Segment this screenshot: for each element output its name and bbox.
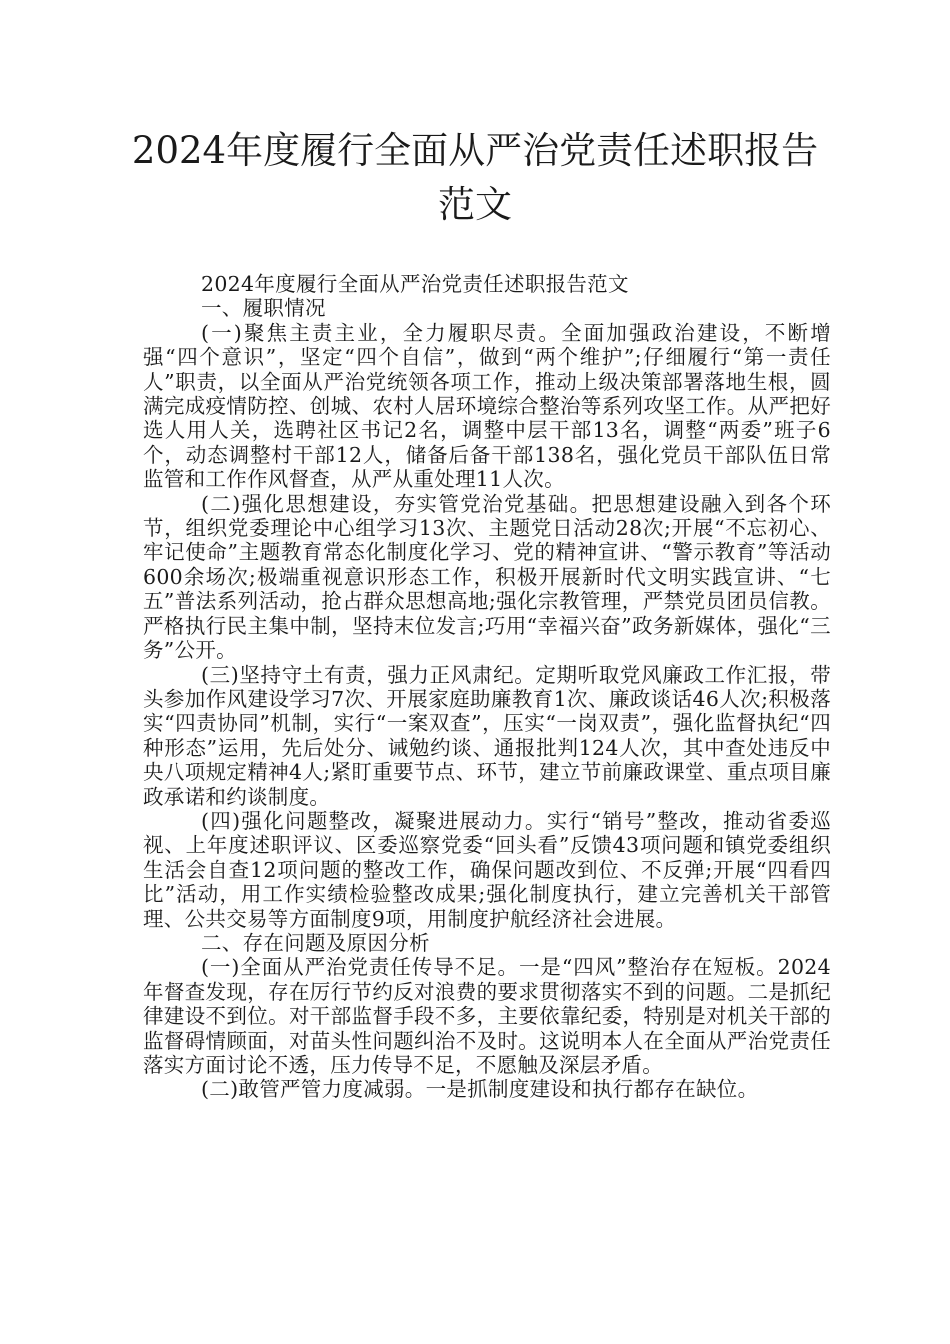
document-title: [100, 124, 850, 232]
paragraph: (二)强化思想建设，夯实管党治党基础。把思想建设融入到各个环节，组织党委理论中心组学习13次、主题党日活动28次;开展“不忘初心、牢记使命”主题教育常态化制度化学习、党的精神宣讲、“警示教育”等活动600余场次;极端重视意识形态工作，积极开展新时代文明实践宣讲、“七五”普法系列活动，抢占群众思想高地;强化宗教管理，严禁党员团员信教。严格执行民主集中制，坚持末位发言;巧用“幸福兴奋”政务新媒体，强化“三务”公开。: [143, 491, 831, 663]
section-heading-problems: 二、存在问题及原因分析: [201, 930, 430, 955]
paragraph: (三)坚持守土有责，强力正风肃纪。定期听取党风廉政工作汇报，带头参加作风建设学习7次、开展家庭助廉教育1次、廉政谈话46人次;积极落实“四责协同”机制，实行“一案双查”，压实“一岗双责”，强化监督执纪“四种形态”运用，先后处分、诫勉约谈、通报批判124人次，其中查处违反中央八项规定精神4人;紧盯重要节点、环节，建立节前廉政课堂、重点项目廉政承诺和约谈制度。: [143, 662, 831, 809]
paragraph: (一)全面从严治党责任传导不足。一是“四风”整治存在短板。2024年督查发现，存在厉行节约反对浪费的要求贯彻落实不到的问题。二是抓纪律建设不到位。对干部监督手段不多，主要依靠纪委，特别是对机关干部的监督碍情顾面，对苗头性问题纠治不及时。这说明本人在全面从严治党责任落实方面讨论不透，压力传导不足，不愿触及深层矛盾。: [143, 955, 831, 1077]
document-subtitle: 2024年度履行全面从严治党责任述职报告范文: [201, 272, 629, 296]
title-line-1: 2024年度履行全面从严治党责任述职报告: [131, 129, 819, 172]
paragraph: (二)敢管严管力度减弱。一是抓制度建设和执行都存在缺位。: [201, 1077, 759, 1102]
document-body: [143, 272, 831, 1102]
paragraph: (四)强化问题整改，凝聚进展动力。实行“销号”整改，推动省委巡视、上年度述职评议、区委巡察党委“回头看”反馈43项问题和镇党委组织生活会自查12项问题的整改工作，确保问题改到位、不反弹;开展“四看四比”活动，用工作实绩检验整改成果;强化制度执行，建立完善机关干部管理、公共交易等方面制度9项，用制度护航经济社会进展。: [143, 808, 831, 931]
title-line-2: 范文: [438, 183, 512, 226]
section-heading-performance: 一、履职情况: [201, 296, 326, 321]
paragraph: (一)聚焦主责主业，全力履职尽责。全面加强政治建设，不断增强“四个意识”，坚定“四个自信”，做到“两个维护”;仔细履行“第一责任人”职责，以全面从严治党统领各项工作，推动上级决策部署落地生根，圆满完成疫情防控、创城、农村人居环境综合整治等系列攻坚工作。从严把好选人用人关，选聘社区书记2名，调整中层干部13名，调整“两委”班子6个，动态调整村干部12人，储备后备干部138名，强化党员干部队伍日常监管和工作作风督查，从严从重处理11人次。: [143, 320, 831, 492]
